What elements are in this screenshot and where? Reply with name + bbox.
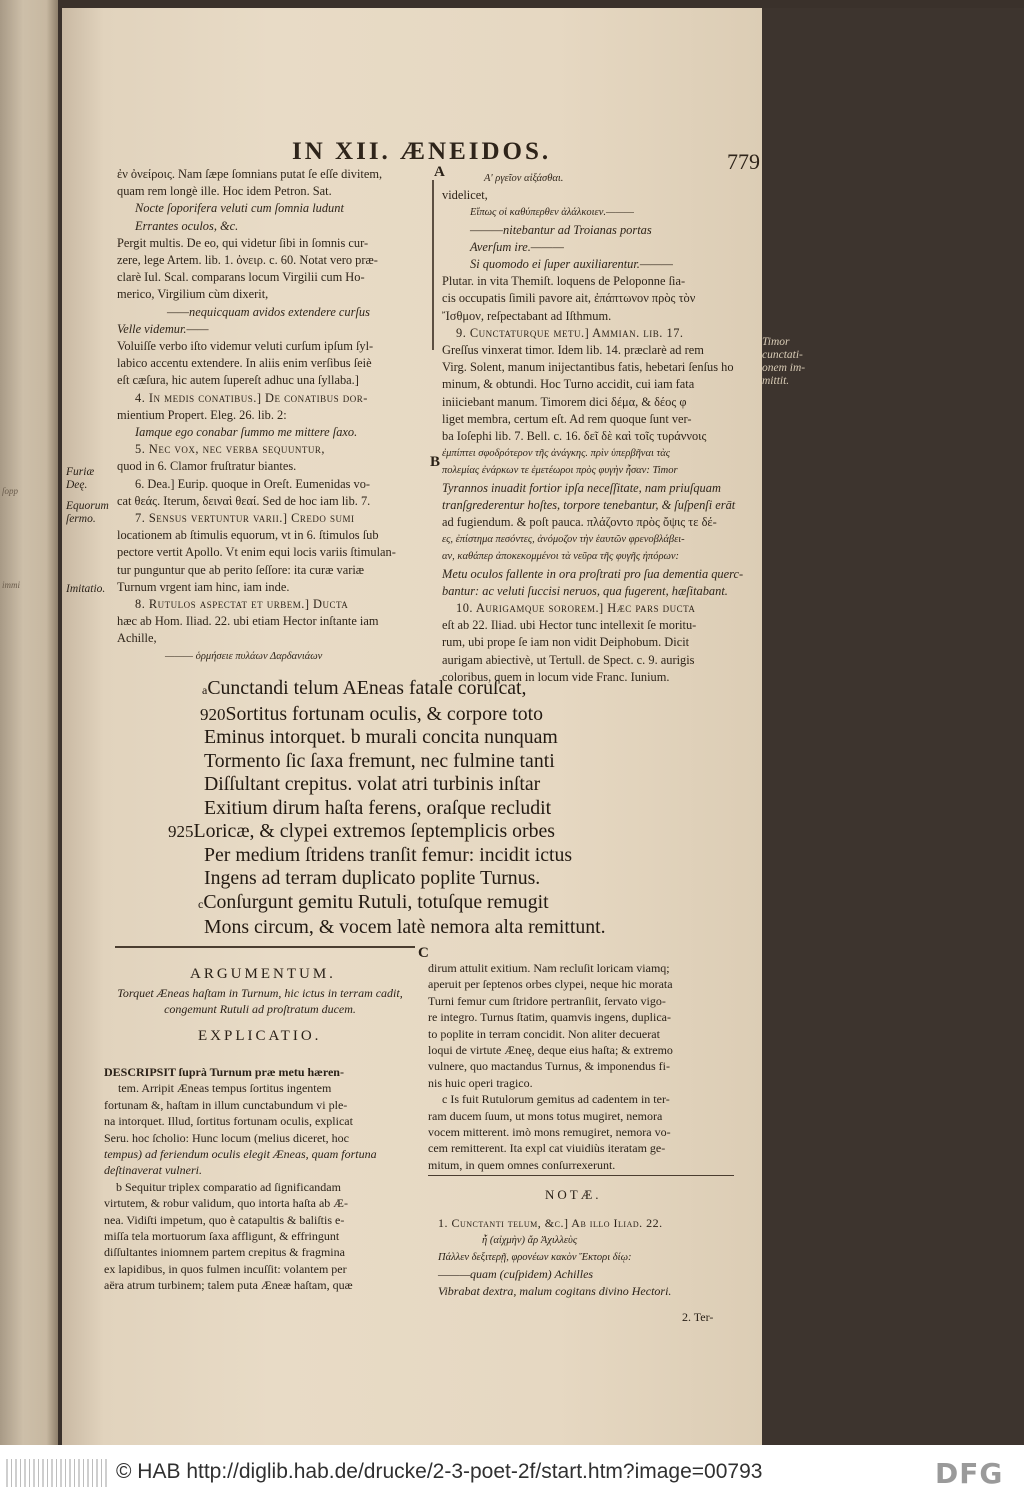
explicatio-left-column — [104, 1064, 377, 1294]
text-line: Voluiſſe verbo iſto videmur veluti curſum ipſum ſyl- — [117, 339, 374, 354]
text-line: mitum, in quem omnes conſurrexerunt. — [428, 1157, 616, 1172]
verse-line — [168, 703, 606, 727]
explicatio-title: EXPLICATIO. — [198, 1028, 322, 1044]
note-lemma: 1. Cunctanti telum, &c.] Ab illo Iliad. 22. — [438, 1216, 663, 1230]
text-line: aurigam abiectivè, ut Tertull. de Spect. c. 9. aurigis — [442, 652, 695, 667]
greek-quote: Α' ργεῖον αἰξάσθαι. — [484, 173, 564, 184]
section-letter-b: B — [430, 454, 441, 470]
text-line: nea. Vidiſti impetum, quo è catapultis & baliſtis e- — [104, 1212, 345, 1227]
catchword: 2. Ter- — [682, 1310, 714, 1324]
explicatio-right-column — [428, 960, 673, 1173]
text-line: mientium Propert. Eleg. 26. lib. 2: — [117, 407, 287, 422]
text-line: re integro. Turnus ſtatim, quamvis ingens, duplica- — [428, 1010, 671, 1025]
quote-line: Velle videmur.—— — [117, 321, 209, 336]
margin-note-timor: Timor cunctati-onem im-mittit. — [762, 336, 806, 387]
quote-line: Tyrannos inuadit fortior ipſa neceſſitate, nam priuſquam — [442, 480, 721, 495]
text-line: eſt ab 22. Iliad. ubi Hector tunc intellexit ſe moritu- — [442, 618, 697, 633]
verse-number: 920 — [200, 704, 226, 724]
section-letter-c: C — [418, 945, 429, 961]
text-line: DESCRIPSIT ſuprà Turnum præ metu hæren- — [104, 1065, 344, 1079]
verse-line — [168, 750, 606, 774]
greek-quote: αν, καθάπερ ἀποκεκομμένοι τὰ νεῦρα τῆς φυγῆς ἠπόρων: — [442, 551, 680, 563]
section-divider — [115, 946, 415, 948]
text-line: loqui de virtute Æneę, deque eius haſta; & extremo — [428, 1043, 673, 1058]
text-line: merico, Virgilium cùm dixerit, — [117, 287, 269, 302]
verse-text: Per medium ſtridens tranſit femur: incidit ictus — [204, 843, 573, 866]
source-url-link[interactable]: © HAB http://diglib.hab.de/drucke/2-3-poet-2f/start.htm?image=00793 — [116, 1460, 763, 1483]
notae-title: NOTÆ. — [545, 1187, 602, 1202]
section-letter-a: A — [434, 164, 445, 180]
text-line: locationem ab ſtimulis equorum, vt in 6. ſtimulos ſub — [117, 528, 379, 543]
greek-quote: πολεμίας ἐνάρκων τε ἐμετέωροι πρὸς φυγὴν ἦσαν: Timor — [442, 465, 678, 477]
verse-mark: c — [198, 896, 204, 911]
quote-line: Si quomodo ei ſuper auxiliarentur.——— — [470, 257, 673, 272]
text-line: Greſſus vinxerat timor. Idem lib. 14. præclarè ad rem — [442, 343, 704, 358]
note-lemma: 10. Aurigamque sororem.] Hæc pars ducta — [456, 601, 696, 616]
text-line: aperuit per ſeptenos orbes clypei, neque hic morata — [428, 977, 673, 992]
text-line: rum, ubi prope ſe iam non vidit Deiphobum. Dicit — [442, 635, 690, 650]
text-line: iniiciebant manum. Timorem dici δέμα, & δέος φ — [442, 394, 687, 409]
text-line: Pergit multis. De eo, qui videtur ſibi in ſomnis cur- — [117, 235, 369, 250]
text-line: c Is fuit Rutulorum gemitus ad cadentem in ter- — [442, 1092, 670, 1107]
text-line: ex lapidibus, in quos fulmen incuſſit: volantem per — [104, 1261, 347, 1276]
commentary-left-column — [117, 166, 437, 665]
verse-text: Ingens ad terram duplicato poplite Turnus. — [204, 867, 541, 889]
text-line: Turni femur cum ſtridore pertranſiit, ſervato vigo- — [428, 993, 666, 1008]
text-line: videlicet, — [442, 188, 488, 203]
text-line: ba Ioſephi lib. 7. Bell. c. 16. δεῖ δὲ καὶ τοῖς τυράννοις — [442, 429, 707, 444]
footer-bar — [0, 1445, 1024, 1501]
text-line: na intorquet. Illud, ſortitus fortunam oculis, explicat — [104, 1114, 353, 1129]
note-lemma: 8. Rutulos aspectat et urbem.] Ducta — [135, 597, 349, 612]
verse-line — [168, 916, 606, 940]
note-lemma: 4. In medis conatibus.] De conatibus dor- — [135, 390, 368, 405]
verse-number: 925 — [168, 822, 194, 841]
verse-line — [168, 797, 606, 821]
running-head: IN XII. ÆNEIDOS. — [292, 138, 552, 165]
quote-line: bantur: ac veluti ſuccisi neruos, qua fugerent, hæſitabant. — [442, 583, 728, 598]
text-line: coloribus, quem in locum vide Franc. Iunium. — [442, 669, 670, 684]
text-line: dirum attulit exitium. Nam recluſit loricam viamq; — [428, 961, 670, 975]
text-line: tempus) ad feriendum oculis elegit Æneas, quam fortuna — [104, 1147, 377, 1162]
verse-text: Mons circum, & vocem latè nemora alta remittunt. — [204, 916, 606, 938]
note-lemma: 6. Dea.] Eurip. quoque in Oreſt. Eumenidas vo- — [135, 476, 371, 491]
text-line: clarè Iul. Scal. comparans locum Virgilii cum Ho- — [117, 270, 365, 285]
verse-line — [168, 867, 606, 891]
text-line: cat θεάς. Iterum, δειναὶ θεαί. Sed de hoc iam lib. 7. — [117, 493, 371, 508]
text-line: vocem mitterent. imò mons remugiret, nemora vo- — [428, 1125, 671, 1140]
verse-line — [168, 726, 606, 750]
quote-line: ———quam (cuſpidem) Achilles — [438, 1267, 594, 1281]
notae-column — [438, 1215, 671, 1300]
argumentum-text: Torquet Æneas haſtam in Turnum, hic ictus in terram cadit, congemunt Rutuli ad proſtratum ducem. — [117, 986, 403, 1016]
quote-line: tranſgrederentur hoſtes, torpore tenebantur, & ſuſpenſi erāt — [442, 497, 736, 512]
verse-mark: a — [202, 683, 208, 697]
greek-quote: ες, ἐπίστημα πεσόντες, ἀνόμοζον τὴν ἑαυτῶν φρενοβλάβει- — [442, 534, 685, 546]
text-line: quam rem longè ille. Hoc idem Petron. Sat. — [117, 184, 332, 199]
verse-text: Loricæ, & clypei extremos ſeptemplicis orbes — [193, 820, 555, 842]
quote-line: Averſum ire.——— — [470, 239, 564, 254]
verse-text: Diſſultant crepitus. volat atri turbinis inſtar — [204, 773, 541, 795]
page-background — [762, 8, 1024, 1445]
text-line: fortunam &, haſtam in illum cunctabundum vi ple- — [104, 1097, 348, 1112]
text-line: cis occupatis ſimili pavore ait, ἐπάπτωνον πρὸς τὸν — [442, 291, 696, 306]
greek-quote: Πάλλεν δεξιτερῇ, φρονέων κακὸν Ἕκτορι δίῳ: — [438, 1252, 632, 1263]
quote-line: Errantes oculos, &c. — [135, 218, 239, 233]
text-line: Seru. hoc ſcholio: Hunc locum (melius diceret, hoc — [104, 1130, 349, 1145]
note-lemma: 9. Cunctaturque metu.] Ammian. lib. 17. — [456, 325, 684, 340]
text-line: tur punguntur que ab perito ſeſſore: ita curæ variæ — [117, 562, 365, 577]
text-line: diſſultantes iniomnem partem crepitus & fragmina — [104, 1245, 345, 1260]
dfg-logo: DFG — [935, 1457, 1004, 1490]
verse-line — [168, 677, 606, 703]
verse-text: Eminus intorquet. b murali concita nunquam — [204, 726, 558, 748]
verse-text: Exitium dirum haſta ferens, oraſque recludit — [204, 796, 552, 819]
quote-line: Nocte ſoporifera veluti cum ſomnia ludunt — [135, 201, 344, 216]
text-line: vulnere, quo mactandus Turnus, & imponendus fi- — [428, 1059, 670, 1074]
text-line: eſt cæſura, hic autem ſupereſt adhuc una ſyllaba.] — [117, 373, 359, 388]
text-line: Turnum vrgent iam hinc, iam inde. — [117, 579, 290, 594]
quote-line: Iamque ego conabar ſummo me mittere ſaxo. — [135, 425, 358, 440]
text-line: virtutem, & robur validum, quo intorta haſta ab Æ- — [104, 1196, 348, 1211]
verse-line — [168, 773, 606, 797]
commentary-right-column — [442, 170, 757, 686]
text-line: miſſa tela mortuorum ſaxa affligunt, & effringunt — [104, 1229, 340, 1244]
greek-quote: ἐμπίπτει σφοδρότερον τῆς ἀνάγκης. πρὶν ὑπερβῆναι τὰς — [442, 448, 671, 460]
text-line: b Sequitur triplex comparatio ad ſignificandam — [116, 1179, 341, 1194]
quote-line: ———nitebantur ad Troianas portas — [470, 222, 652, 237]
barcode-graphic — [6, 1459, 110, 1487]
greek-quote: ——— ὁρμήσειε πυλάων Δαρδανιάων — [165, 650, 323, 662]
quote-line: ——nequicquam avidos extendere curſus — [167, 304, 370, 319]
text-line: deſtinaverat vulneri. — [104, 1163, 202, 1178]
text-line: quod in 6. Clamor fruſtratur biantes. — [117, 459, 297, 474]
greek-quote: Εἴπως οἱ καθύπερθεν ἀλάλκοιεν.——— — [470, 207, 634, 219]
column-rule — [432, 180, 434, 350]
prev-page-fragment: ſopp — [2, 486, 19, 496]
text-line: tem. Arripit Æneas tempus ſortitus ingentem — [118, 1081, 332, 1096]
note-lemma: 7. Sensus vertuntur varii.] Credo ſumi — [135, 511, 355, 526]
text-line: Virg. Solent, manum inijectantibus fatis, hebetari ſenſus ho — [442, 360, 734, 375]
verse-text: Sortitus fortunam oculis, & corpore toto — [225, 702, 544, 725]
verse-line — [168, 891, 606, 917]
quote-line: Metu oculos fallente in ora proſtrati pro ſua dementia querc- — [442, 566, 744, 581]
verse-text: Conſurgunt gemitu Rutuli, totuſque remugit — [203, 890, 549, 913]
margin-note-equorum: Equorum ſermo. — [66, 500, 109, 525]
text-line: Plutar. in vita Themiſt. loquens de Peloponne ſia- — [442, 274, 686, 289]
argumentum-title: ARGUMENTUM. — [190, 966, 336, 982]
text-line: ad fugiendum. & poſt pauca. πλάζοντο πρὸς ὄψις τε δέ- — [442, 515, 717, 530]
text-line: ram ducem ſuum, ut mons totus mugiret, nemora — [428, 1108, 663, 1123]
verse-line — [168, 844, 606, 868]
page-number: 779 — [727, 149, 760, 174]
text-line: Ἴσθμον, reſpectabant ad Iſthmum. — [442, 308, 612, 323]
verse-block — [168, 677, 606, 940]
margin-note-imitatio: Imitatio. — [66, 583, 106, 595]
quote-line: Vibrabat dextra, malum cogitans divino Hectori. — [438, 1284, 672, 1298]
text-line: to poplite in terram concidit. Non aliter decuerat — [428, 1026, 660, 1041]
margin-note-furiae: Furiæ Deę. — [66, 466, 95, 491]
verse-text: Cunctandi telum AEneas fatale coruſcat, — [207, 677, 527, 699]
text-line: pectore vertit Apollo. Vt enim equi locis variis ſtimulan- — [117, 545, 396, 560]
text-line: liget membra, certum eſt. Ad rem quoque ſunt ver- — [442, 411, 692, 426]
greek-quote: ἦ (αἰχμὴν) ἄρ Ἀχιλλεὺς — [482, 1235, 578, 1246]
text-line: zere, lege Artem. lib. 1. ὀνειρ. c. 60. Notat vero præ- — [117, 253, 378, 268]
text-line: cem remitterent. Ita expl cat viuidiùs iteratam ge- — [428, 1141, 666, 1156]
note-lemma: 5. Nec vox, nec verba sequuntur, — [135, 442, 325, 457]
previous-page-edge — [0, 0, 58, 1445]
verse-line — [168, 820, 606, 844]
section-divider — [428, 1175, 734, 1176]
text-line: minum, & obtundi. Hoc Turno accidit, cui iam fata — [442, 377, 695, 392]
verse-text: Tormento ſic ſaxa fremunt, nec fulmine tanti — [204, 749, 555, 772]
text-line: labico accentu extendere. In aliis enim verſibus ſeiè — [117, 356, 372, 371]
text-line: hæc ab Hom. Iliad. 22. ubi etiam Hector inſtante iam — [117, 614, 379, 629]
text-line: nis huic operi tragico. — [428, 1075, 533, 1090]
prev-page-fragment: immi — [2, 580, 20, 590]
text-line: aëra atrum turbinem; talem puta Æneæ haſtam, quæ — [104, 1278, 353, 1293]
text-line: Achille, — [117, 631, 157, 646]
text-line: ἐν ὀνείροις. Nam ſæpe ſomnians putat ſe eſſe divitem, — [117, 167, 383, 181]
